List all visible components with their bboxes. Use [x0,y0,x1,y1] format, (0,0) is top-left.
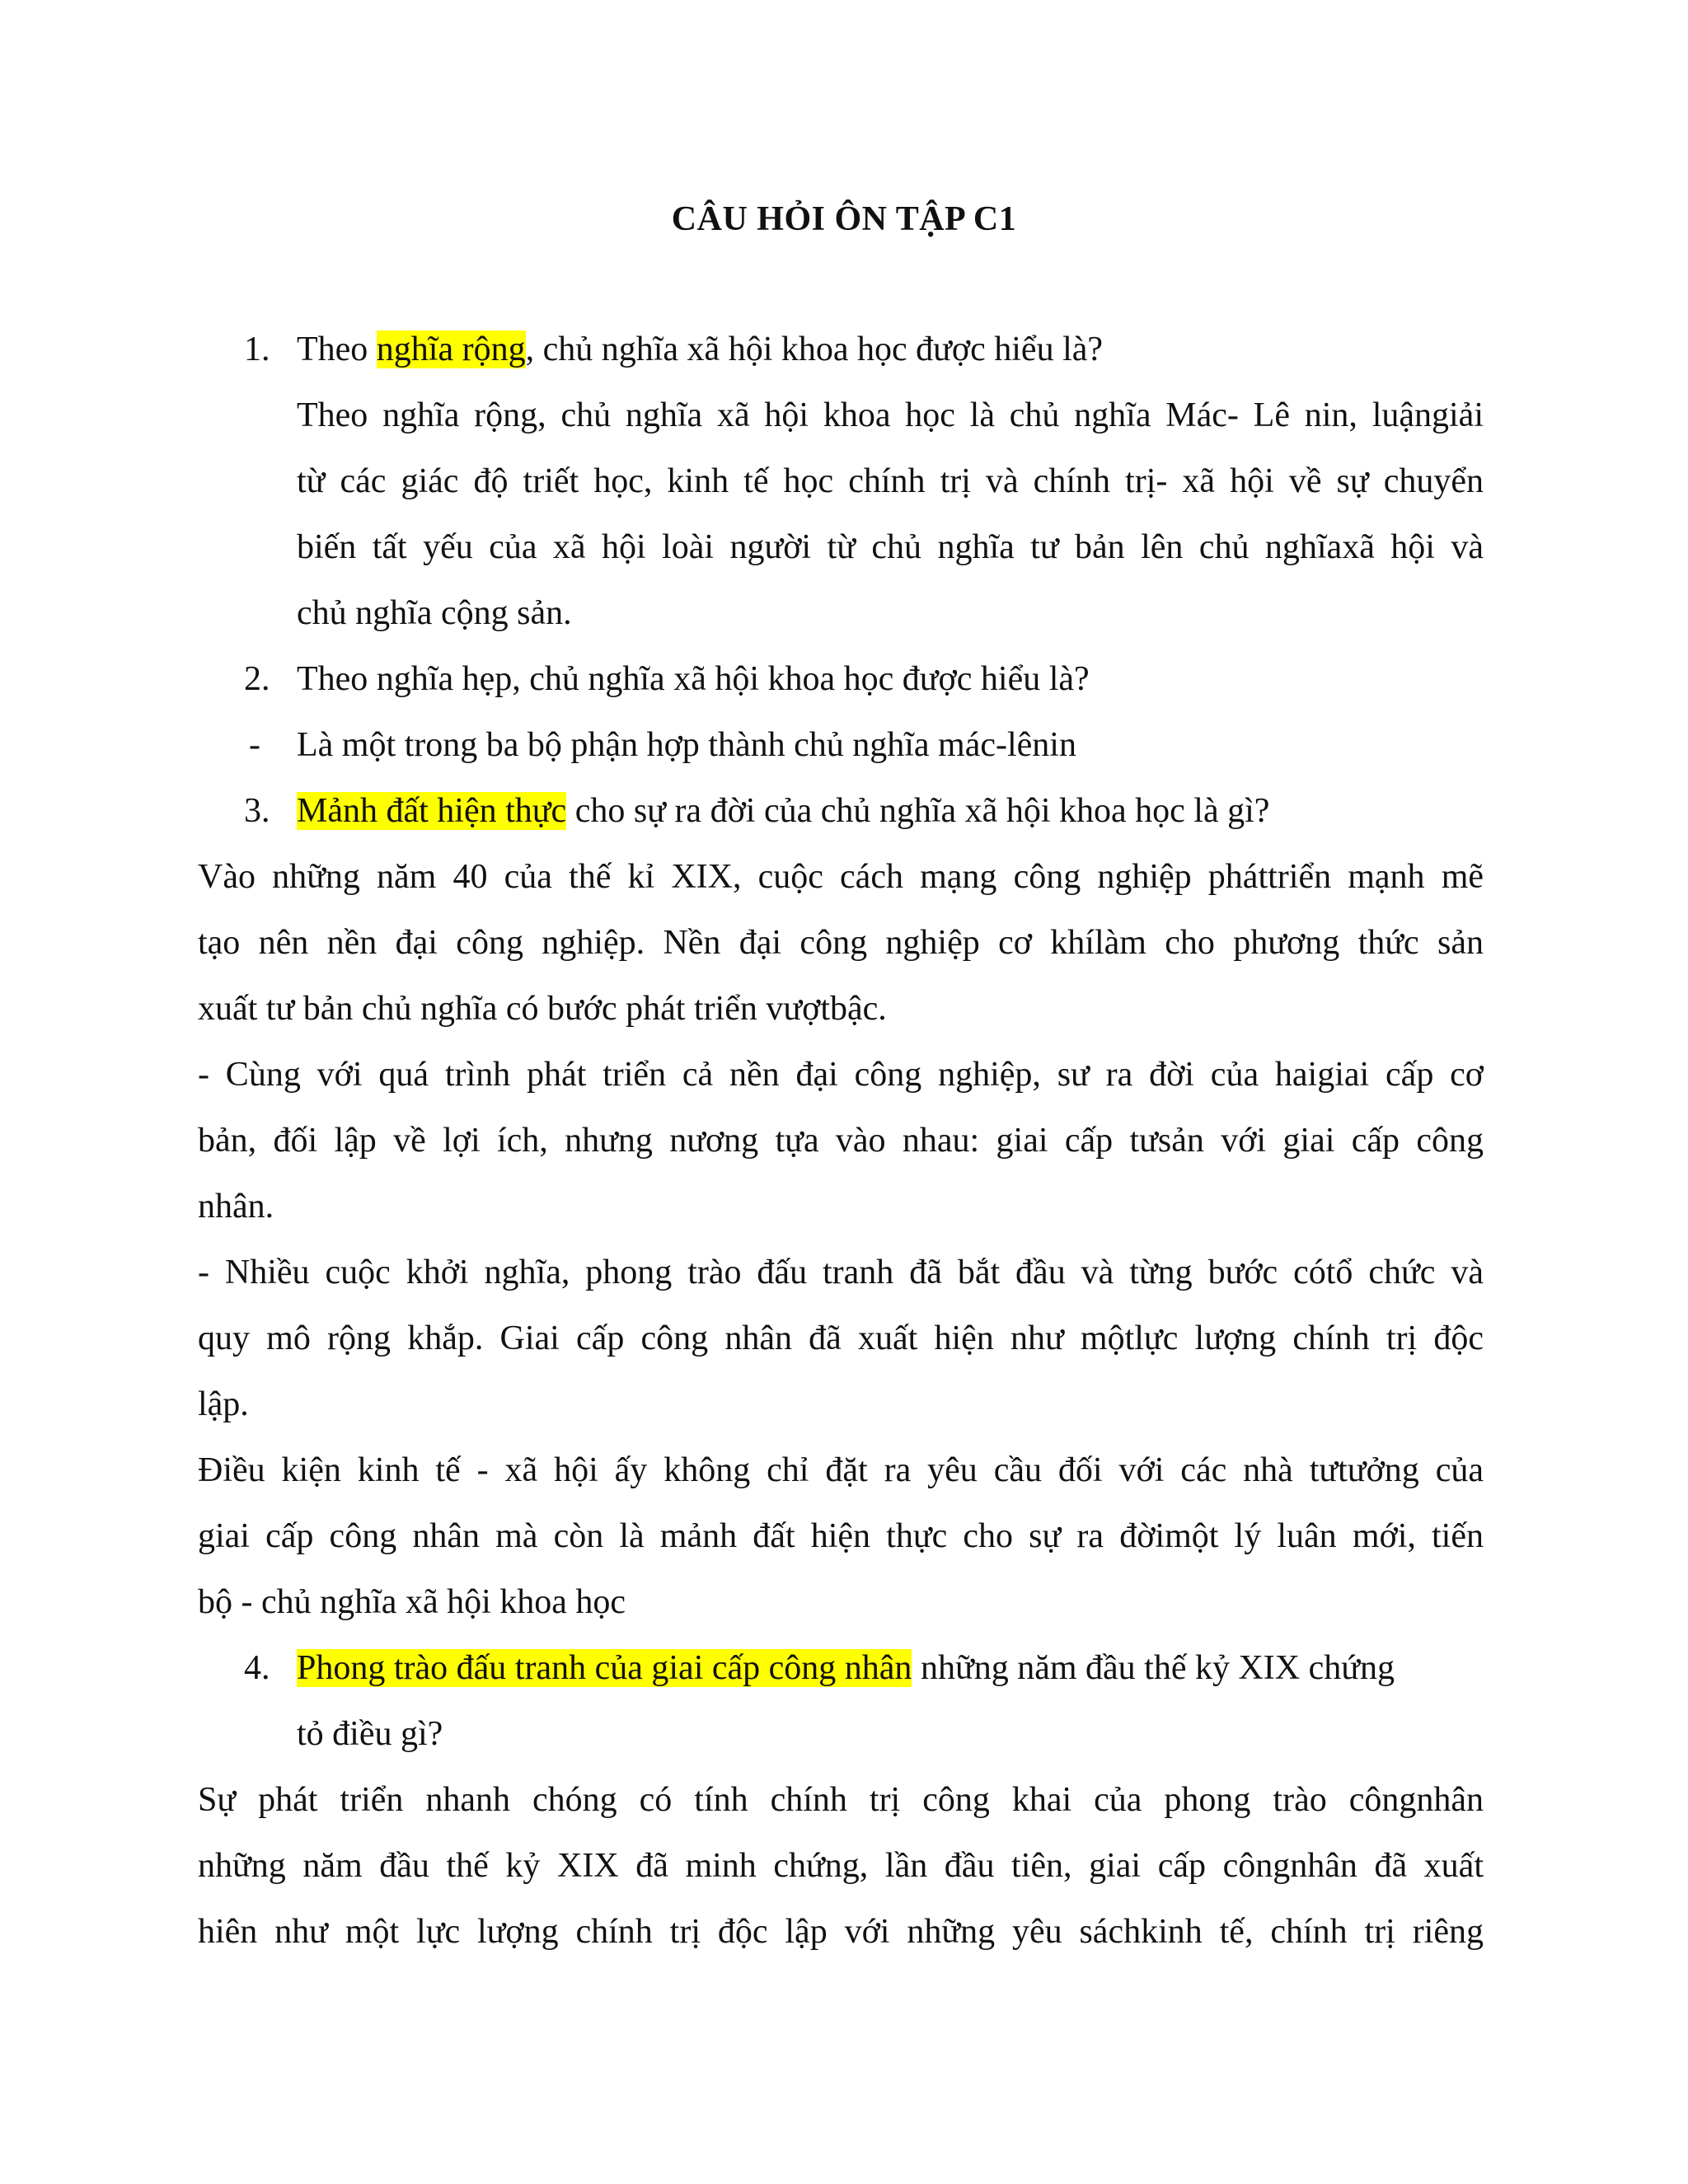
answer-line: Điều kiện kinh tế - xã hội ấy không chỉ đặt ra yêu cầu đối với các nhà tưtưởng của [198,1451,1484,1489]
answer-line: xuất tư bản chủ nghĩa có bước phát triển vượtbậc. [198,990,887,1028]
highlighted-text: nghĩa rộng [376,330,526,368]
answer-line: tạo nên nền đại công nghiệp. Nền đại công nghiệp cơ khílàm cho phương thức sản [198,924,1484,962]
question-text: tỏ điều gì? [297,1715,443,1753]
answer-line: những năm đầu thế kỷ XIX đã minh chứng, lần đầu tiên, giai cấp côngnhân đã xuất [198,1847,1484,1885]
answer-line: hiên như một lực lượng chính trị độc lập với những yêu sáchkinh tế, chính trị riêng [198,1913,1484,1951]
answer-line: - Nhiều cuộc khởi nghĩa, phong trào đấu tranh đã bắt đầu và từng bước cótổ chức và [198,1254,1484,1291]
answer-line: giai cấp công nhân mà còn là mảnh đất hiện thực cho sự ra đờimột lý luân mới, tiến [198,1517,1484,1555]
answer-line: - Cùng với quá trình phát triển cả nền đại công nghiệp, sư ra đời của haigiai cấp cơ [198,1056,1484,1094]
highlighted-text: Phong trào đấu tranh của giai cấp công nhân [297,1649,912,1687]
document-title: CÂU HỎI ÔN TẬP C1 [671,200,1017,238]
answer-line: chủ nghĩa cộng sản. [297,594,572,632]
item-number: 1. [244,330,270,368]
answer-line: lập. [198,1385,249,1423]
answer-line: bản, đối lập về lợi ích, nhưng nương tựa vào nhau: giai cấp tưsản với giai cấp công [198,1122,1484,1160]
answer-line: bộ - chủ nghĩa xã hội khoa học [198,1583,626,1621]
question-text: Theo [297,330,377,368]
answer-line: Vào những năm 40 của thế kỉ XIX, cuộc cách mạng công nghiệp pháttriển mạnh mẽ [198,858,1484,896]
question-text: những năm đầu thế kỷ XIX chứng [912,1649,1395,1687]
answer-line: quy mô rộng khắp. Giai cấp công nhân đã xuất hiện như mộtlực lượng chính trị độc [198,1319,1484,1357]
answer-line: Sự phát triển nhanh chóng có tính chính trị công khai của phong trào côngnhân [198,1781,1484,1819]
item-number: 2. [244,660,270,698]
highlighted-text: Mảnh đất hiện thực [297,792,567,830]
answer-line: Theo nghĩa rộng, chủ nghĩa xã hội khoa học là chủ nghĩa Mác- Lê nin, luậngiải [297,396,1484,434]
answer-line: nhân. [198,1188,274,1226]
dash-bullet: - [249,726,260,764]
answer-line: biến tất yếu của xã hội loài người từ chủ nghĩa tư bản lên chủ nghĩaxã hội và [297,528,1484,566]
question-1 [297,325,1103,374]
question-text: , chủ nghĩa xã hội khoa học được hiểu là? [525,330,1104,368]
answer-line: Là một trong ba bộ phận hợp thành chủ nghĩa mác-lênin [297,726,1076,764]
question-text: cho sự ra đời của chủ nghĩa xã hội khoa học là gì? [566,792,1270,830]
question-3 [297,786,1269,836]
question-4 [297,1643,1395,1693]
item-number: 4. [244,1649,270,1687]
question-2: Theo nghĩa hẹp, chủ nghĩa xã hội khoa học được hiểu là? [297,660,1090,698]
answer-line: từ các giác độ triết học, kinh tế học chính trị và chính trị- xã hội về sự chuyển [297,462,1484,500]
item-number: 3. [244,792,270,830]
